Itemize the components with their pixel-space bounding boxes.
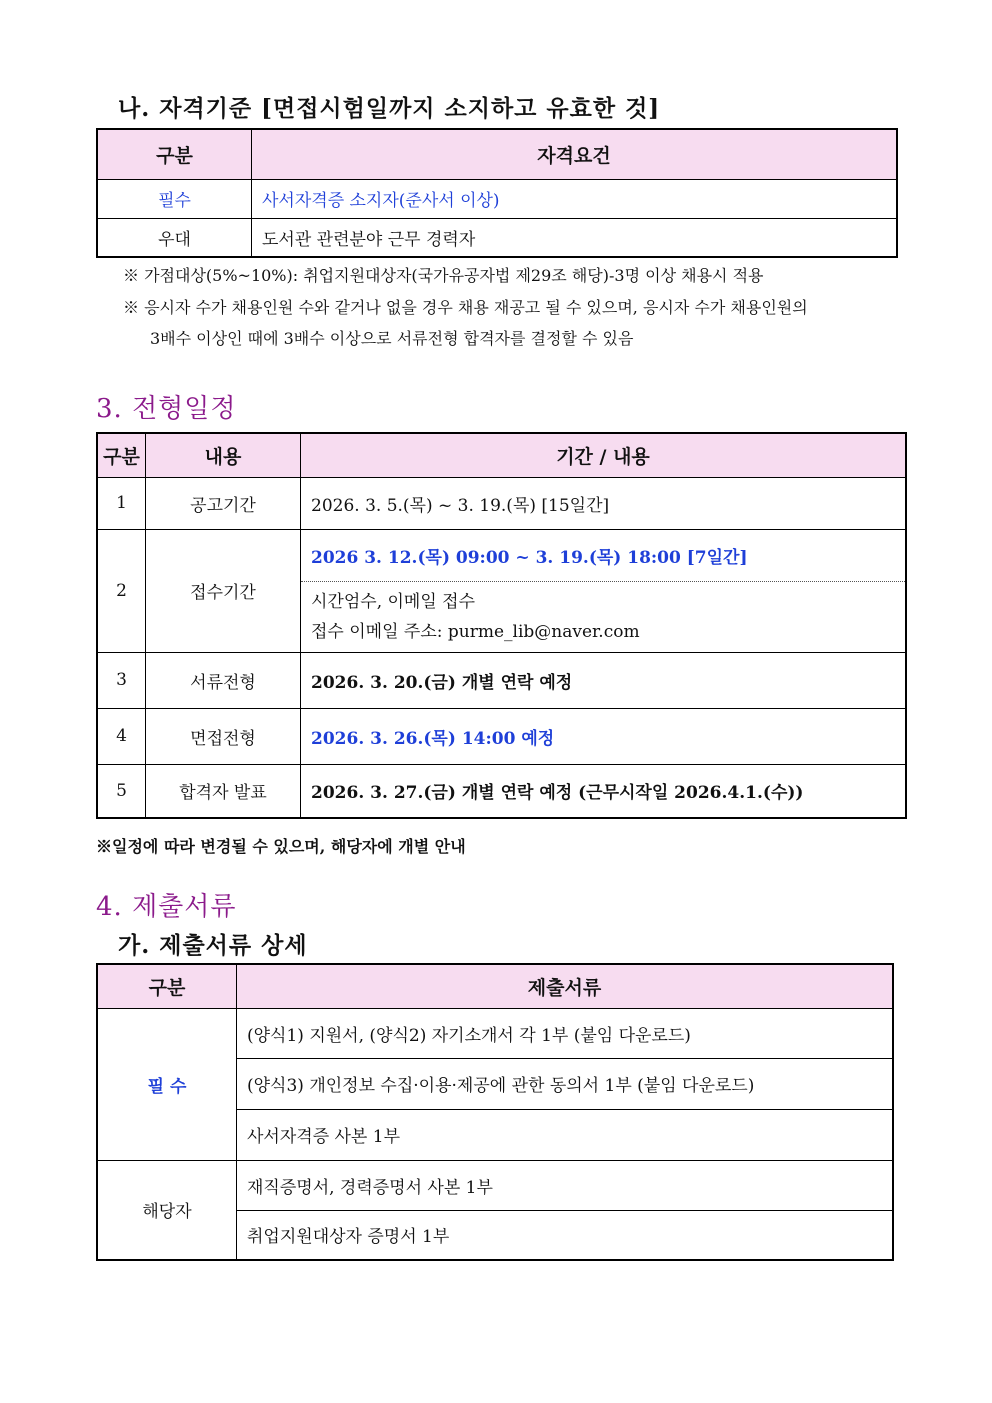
table-row <box>97 529 906 581</box>
table-row <box>97 179 897 218</box>
documents-item: (양식1) 지원서, (양식2) 자기소개서 각 1부 (붙임 다운로드) <box>237 1008 894 1058</box>
schedule-item: 공고기간 <box>146 477 301 529</box>
documents-item: (양식3) 개인정보 수집·이용·제공에 관한 동의서 1부 (붙임 다운로드) <box>237 1058 894 1109</box>
schedule-no: 2 <box>97 529 146 652</box>
qualification-category: 우대 <box>97 218 252 257</box>
schedule-detail-sub2: 접수 이메일 주소: purme_lib@naver.com <box>311 621 640 642</box>
qualification-note-1: ※ 가점대상(5%~10%): 취업지원대상자(국가유공자법 제29조 해당)-3명 이상 채용시 적용 <box>123 266 764 285</box>
schedule-detail: 2026. 3. 27.(금) 개별 연락 예정 (근무시작일 2026.4.1.(수)) <box>301 764 907 818</box>
schedule-detail: 2026. 3. 26.(목) 14:00 예정 <box>301 708 907 764</box>
schedule-col-item: 내용 <box>146 433 301 477</box>
schedule-no: 1 <box>97 477 146 529</box>
schedule-detail: 2026. 3. 20.(금) 개별 연락 예정 <box>301 652 907 708</box>
documents-heading: 4. 제출서류 <box>96 892 237 922</box>
schedule-no: 5 <box>97 764 146 818</box>
qualification-col-requirement: 자격요건 <box>252 129 898 179</box>
documents-item: 재직증명서, 경력증명서 사본 1부 <box>237 1160 894 1210</box>
schedule-col-no: 구분 <box>97 433 146 477</box>
schedule-item: 합격자 발표 <box>146 764 301 818</box>
schedule-detail: 2026. 3. 5.(목) ~ 3. 19.(목) [15일간] <box>301 477 907 529</box>
documents-item: 취업지원대상자 증명서 1부 <box>237 1210 894 1260</box>
qualification-table <box>96 128 898 258</box>
qualification-requirement: 사서자격증 소지자(준사서 이상) <box>252 179 898 218</box>
table-row <box>97 652 906 708</box>
schedule-no: 3 <box>97 652 146 708</box>
documents-subheading: 가. 제출서류 상세 <box>118 932 308 959</box>
table-row <box>97 708 906 764</box>
schedule-detail-extra <box>301 581 907 652</box>
table-row <box>97 764 906 818</box>
schedule-detail-sub1: 시간엄수, 이메일 접수 <box>311 591 476 612</box>
table-row <box>97 477 906 529</box>
schedule-item: 면접전형 <box>146 708 301 764</box>
documents-applicable-label: 해당자 <box>97 1160 237 1260</box>
schedule-col-detail: 기간 / 내용 <box>301 433 907 477</box>
qualification-note-3: 3배수 이상인 때에 3배수 이상으로 서류전형 합격자를 결정할 수 있음 <box>150 329 634 348</box>
qualification-col-category: 구분 <box>97 129 252 179</box>
documents-required-label: 필 수 <box>97 1008 237 1160</box>
table-row <box>97 1160 893 1210</box>
documents-col-category: 구분 <box>97 964 237 1008</box>
qualification-category: 필수 <box>97 179 252 218</box>
schedule-note: ※일정에 따라 변경될 수 있으며, 해당자에 개별 안내 <box>96 837 466 856</box>
documents-table <box>96 963 894 1261</box>
schedule-detail: 2026 3. 12.(목) 09:00 ~ 3. 19.(목) 18:00 [7일간] <box>301 529 907 581</box>
documents-col-docs: 제출서류 <box>237 964 894 1008</box>
schedule-heading: 3. 전형일정 <box>96 394 237 424</box>
qualification-heading: 나. 자격기준 [면접시험일까지 소지하고 유효한 것] <box>118 95 661 122</box>
schedule-no: 4 <box>97 708 146 764</box>
table-row <box>97 1008 893 1058</box>
schedule-item: 서류전형 <box>146 652 301 708</box>
qualification-note-2: ※ 응시자 수가 채용인원 수와 같거나 없을 경우 채용 재공고 될 수 있으며, 응시자 수가 채용인원의 <box>123 298 808 317</box>
table-row <box>97 218 897 257</box>
schedule-item: 접수기간 <box>146 529 301 652</box>
schedule-table <box>96 432 907 819</box>
qualification-requirement: 도서관 관련분야 근무 경력자 <box>252 218 898 257</box>
documents-item: 사서자격증 사본 1부 <box>237 1109 894 1160</box>
